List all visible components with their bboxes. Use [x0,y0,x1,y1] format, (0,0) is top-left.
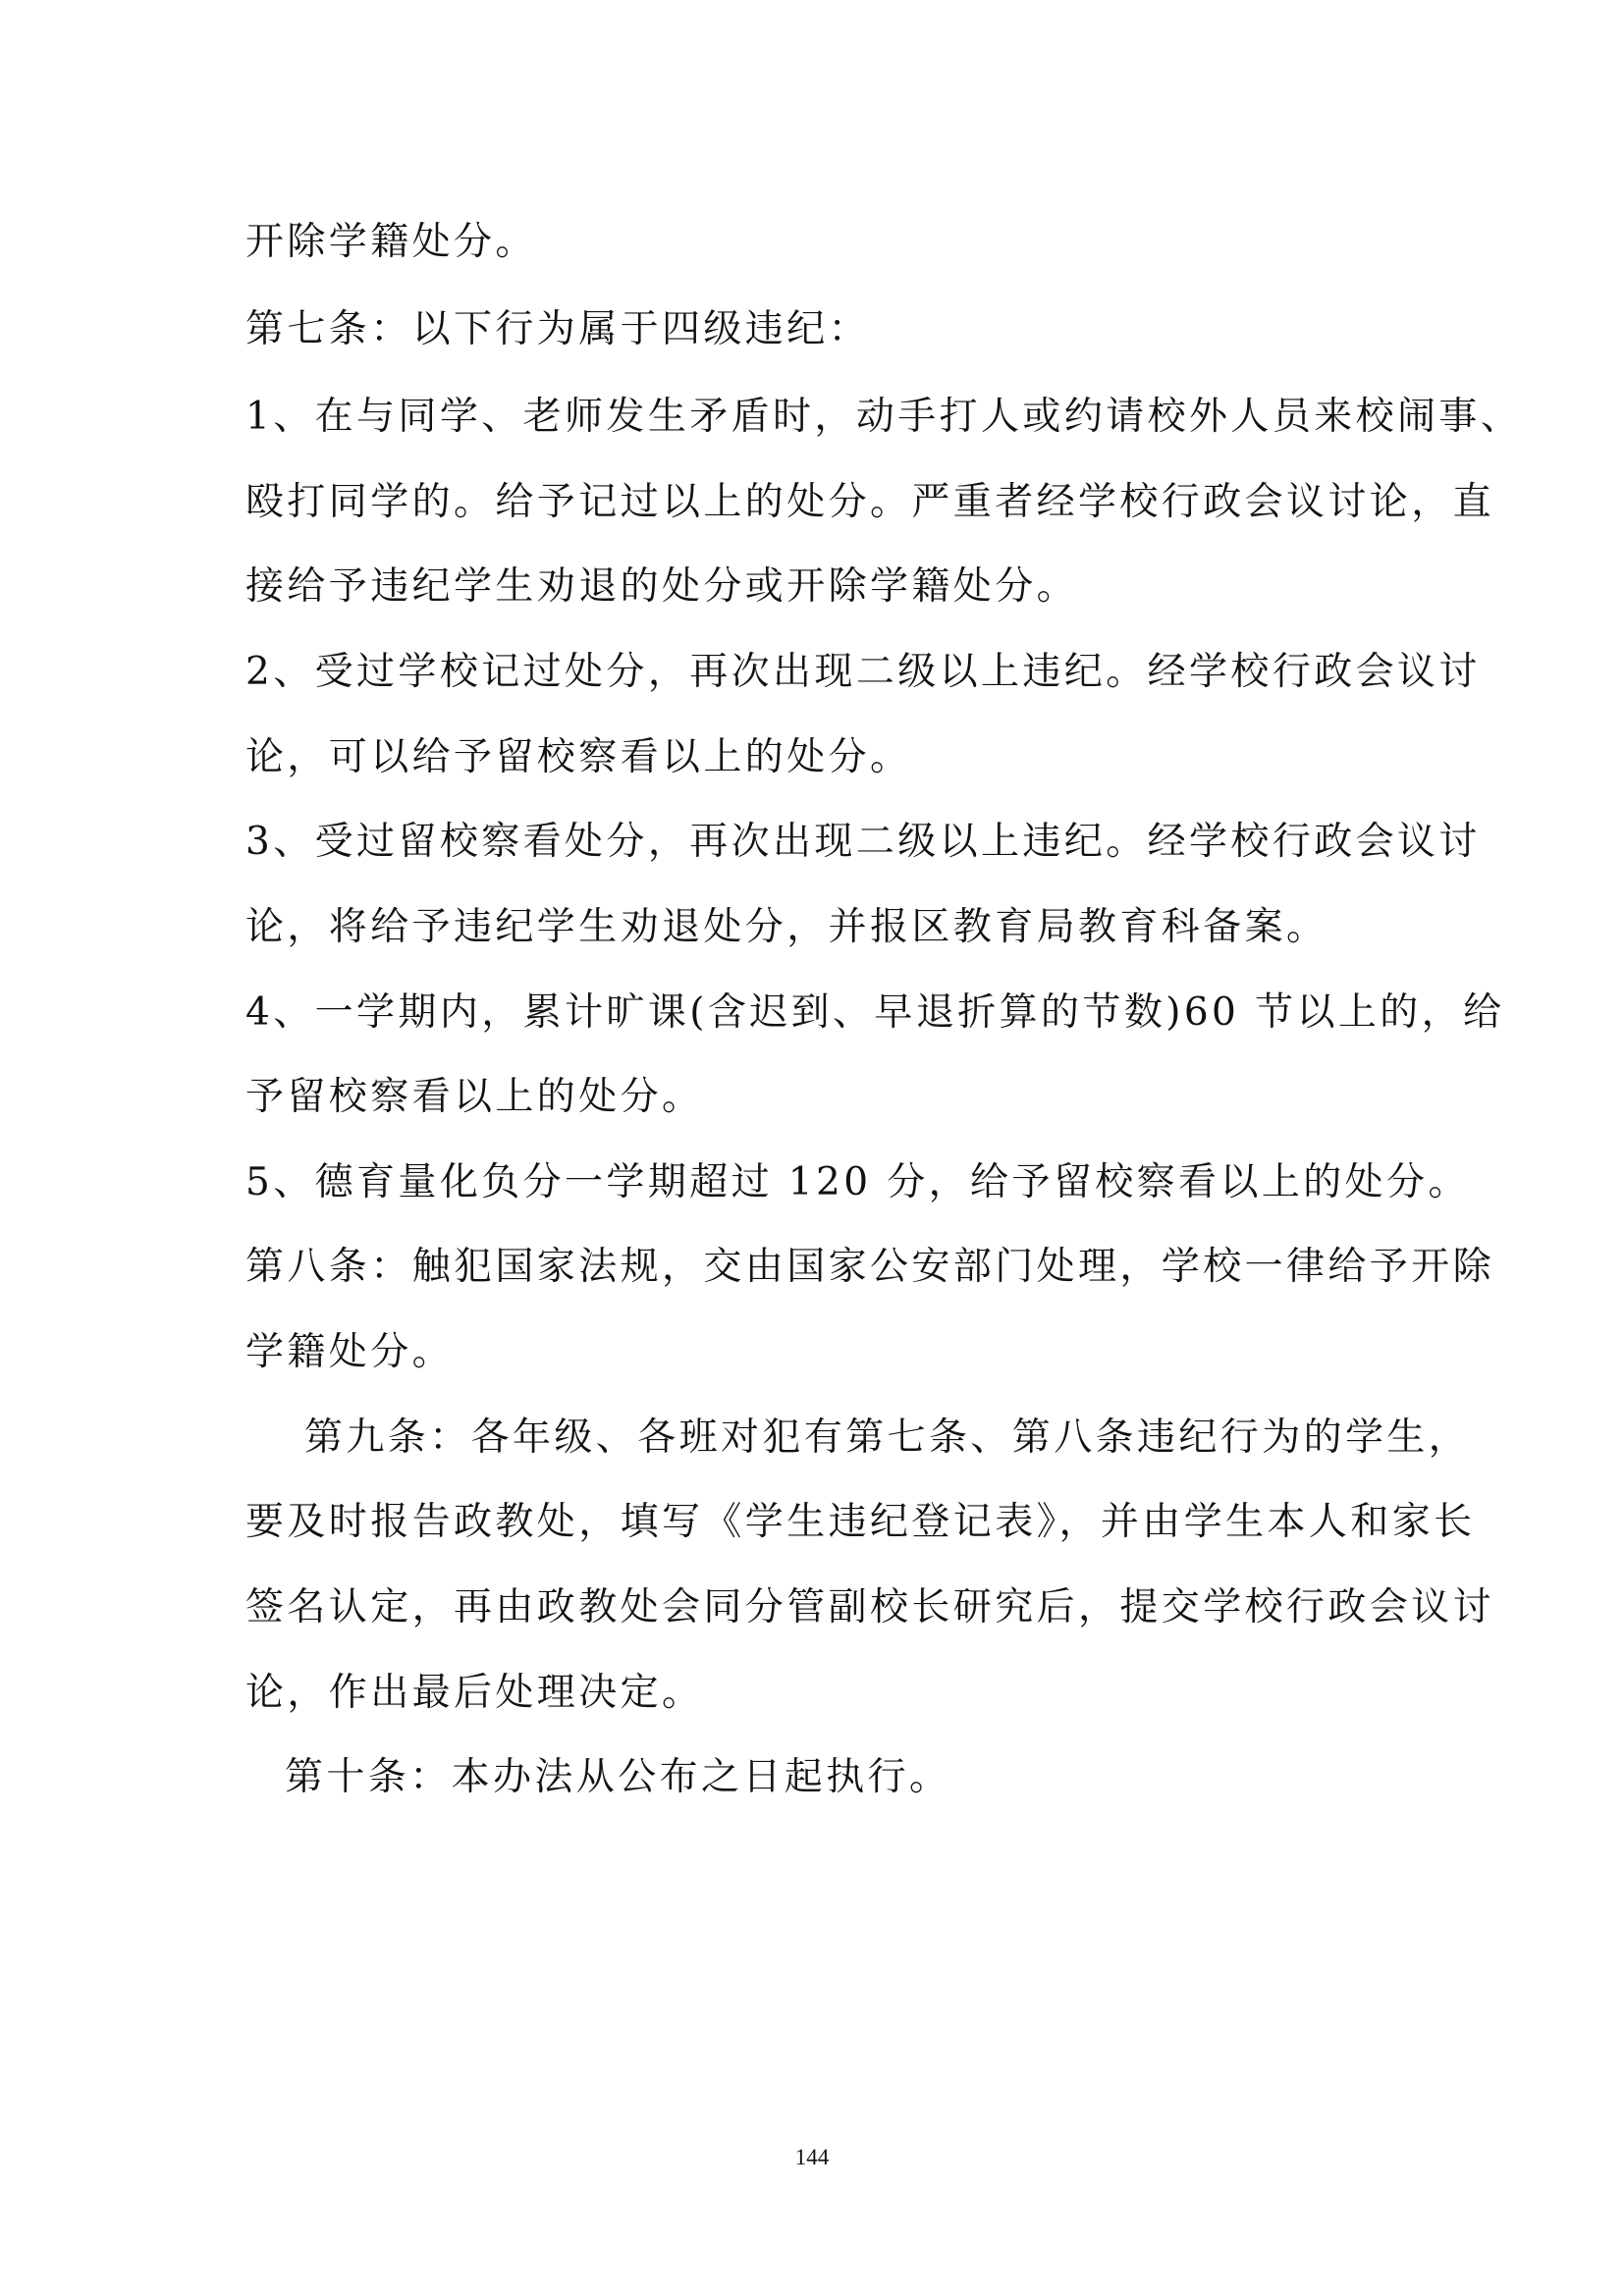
text-line: 签名认定，再由政教处会同分管副校长研究后，提交学校行政会议讨 [245,1585,1495,1629]
article-10-heading: 第十条：本办法从公布之日起执行。 [285,1755,951,1799]
article-7-heading: 第七条：以下行为属于四级违纪： [245,307,871,351]
text-line: 论，将给予违纪学生劝退处分，并报区教育局教育科备案。 [245,905,1328,949]
text-line: 1、在与同学、老师发生矛盾时，动手打人或约请校外人员来校闹事、 [245,395,1523,439]
text-line: 接给予违纪学生劝退的处分或开除学籍处分。 [245,564,1079,609]
text-line: 学籍处分。 [245,1330,455,1374]
text-line: 开除学籍处分。 [245,220,537,264]
text-line: 3、受过留校察看处分，再次出现二级以上违纪。经学校行政会议讨 [245,820,1481,864]
text-line: 5、德育量化负分一学期超过 120 分，给予留校察看以上的处分。 [245,1160,1470,1204]
text-line: 要及时报告政教处，填写《学生违纪登记表》，并由学生本人和家长 [245,1500,1476,1544]
text-line: 殴打同学的。给予记过以上的处分。严重者经学校行政会议讨论，直 [245,480,1495,524]
text-line: 予留校察看以上的处分。 [245,1075,704,1119]
page-number: 144 [794,2145,830,2169]
text-line: 论，可以给予留校察看以上的处分。 [245,735,912,779]
text-line: 2、受过学校记过处分，再次出现二级以上违纪。经学校行政会议讨 [245,650,1481,694]
text-line: 论，作出最后处理决定。 [245,1671,704,1715]
article-8-heading: 第八条：触犯国家法规，交由国家公安部门处理，学校一律给予开除 [245,1245,1495,1289]
article-9-heading: 第九条：各年级、各班对犯有第七条、第八条违纪行为的学生， [304,1415,1471,1460]
text-line: 4、一学期内，累计旷课(含迟到、早退折算的节数)60 节以上的，给 [245,990,1505,1035]
